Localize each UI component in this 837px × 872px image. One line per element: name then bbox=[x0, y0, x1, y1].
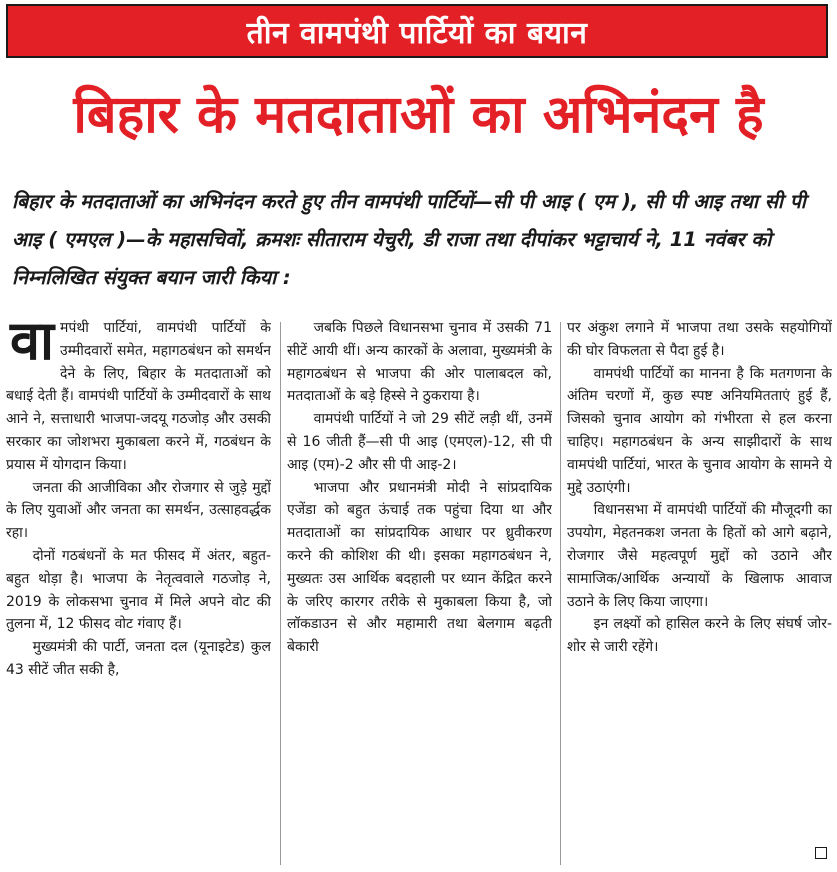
end-mark-icon bbox=[815, 847, 827, 859]
paragraph: पर अंकुश लगाने में भाजपा तथा उसके सहयोगियों की घोर विफलता से पैदा हुई है। bbox=[567, 320, 832, 359]
article-column-2 bbox=[287, 317, 552, 865]
paragraph: जबकि पिछले विधानसभा चुनाव में उसकी 71 सीटें आयी थीं। अन्य कारकों के अलावा, मुख्यमंत्री के महागठबंधन से भाजपा की ओर पालाबदल को, मतदाताओं के बड़े हिस्से ने ठुकराया है। bbox=[287, 320, 552, 405]
paragraph: दोनों गठबंधनों के मत फीसद में अंतर, बहुत-बहुत थोड़ा है। भाजपा के नेतृत्ववाले गठजोड़ ने, 2019 के लोकसभा चुनाव में मिले अपने वोट की तुलना में, 12 फीसद वोट गंवाए हैं। bbox=[6, 547, 271, 633]
paragraph: वामपंथी पार्टियों ने जो 29 सीटें लड़ी थीं, उनमें से 16 जीती हैं—सी पी आइ (एमएल)-12, सी पी आइ (एम)-2 और सी पी आइ-2। bbox=[287, 411, 552, 473]
article-headline: बिहार के मतदाताओं का अभिनंदन है bbox=[73, 85, 764, 145]
paragraph: जनता की आजीविका और रोजगार से जुड़े मुद्दों के लिए युवाओं और जनता का समर्थन, उत्साहवर्द्धक रहा। bbox=[6, 479, 271, 542]
section-banner bbox=[6, 4, 828, 58]
paragraph: इन लक्ष्यों को हासिल करने के लिए संघर्ष जोर-शोर से जारी रहेंगे। bbox=[567, 616, 832, 656]
paragraph: मुख्यमंत्री की पार्टी, जनता दल (यूनाइटेड) कुल 43 सीटें जीत सकी है, bbox=[6, 639, 271, 678]
article-column-3 bbox=[567, 317, 832, 865]
article-lead: बिहार के मतदाताओं का अभिनंदन करते हुए तीन वामपंथी पार्टियों—सी पी आइ ( एम ), सी पी आइ तथा सी पी आइ ( एमएल )—के महासचिवों, क्रमशः सीताराम येचुरी, डी राजा तथा दीपांकर भट्टाचार्य ने, 11 नवंबर को निम्नलिखित संयुक्त बयान जारी किया : bbox=[12, 190, 806, 289]
paragraph: भाजपा और प्रधानमंत्री मोदी ने सांप्रदायिक एजेंडा को बहुत ऊंचाई तक पहुंचा दिया था और मतदाताओं का सांप्रदायिक आधार पर ध्रुवीकरण करने की कोशिश की थी। इसका महागठबंधन ने, मुख्यतः उस आर्थिक बदहाली पर ध्यान केंद्रित करने के जरिए कारगर तरीके से मुकाबला किया है, जो लॉकडाउन से और महामारी तथा बेलगाम बढ़ती बेकारी bbox=[287, 479, 552, 656]
drop-cap: वा bbox=[10, 317, 55, 372]
banner-title: तीन वामपंथी पार्टियों का बयान bbox=[246, 15, 588, 51]
article-column-1 bbox=[6, 317, 271, 865]
paragraph: विधानसभा में वामपंथी पार्टियों की मौजूदगी का उपयोग, मेहतनकश जनता के हितों को आगे बढ़ाने, रोजगार जैसे महत्वपूर्ण मुद्दों को उठाने और सामाजिक/आर्थिक अन्यायों के खिलाफ आवाज उठाने के लिए किया जाएगा। bbox=[567, 502, 832, 610]
paragraph: वामपंथी पार्टियों का मानना है कि मतगणना के अंतिम चरणों में, कुछ स्पष्ट अनियमितताएं हुई हैं, जिसको चुनाव आयोग को गंभीरता से हल करना चाहिए। महागठबंधन के अन्य साझीदारों के साथ वामपंथी पार्टियां, भारत के चुनाव आयोग के सामने ये मुद्दे उठाएंगी। bbox=[567, 365, 832, 496]
column-divider bbox=[280, 322, 281, 865]
column-divider bbox=[560, 322, 561, 865]
paragraph: मपंथी पार्टियां, वामपंथी पार्टियों के उम्मीदवारों समेत, महागठबंधन को समर्थन देने के लिए, बिहार के मतदाताओं को बधाई देती हैं। वामपंथी पार्टियों के उम्मीदवारों के साथ आने ने, सत्ताधारी भाजपा-जदयू गठजोड़ और उसकी सरकार का जोशभरा मुकाबला करने में, गठबंधन के प्रयास में योगदान किया। bbox=[6, 320, 271, 473]
